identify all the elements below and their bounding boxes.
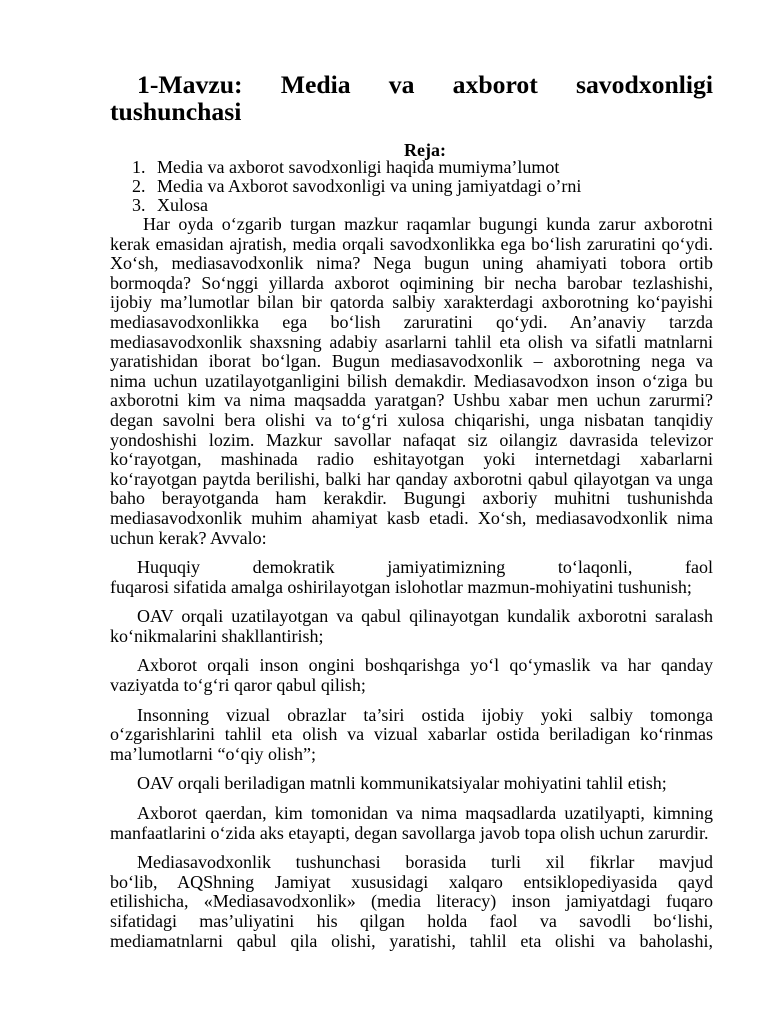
paragraph-line: OAV orqali uzatilayotgan va qabul qilinayotgan kundalik axborotni saralash	[137, 606, 713, 627]
paragraph-line: o‘zgarishlarini tahlil eta olish va vizual xabarlar ostida beriladigan ko‘rinmas	[110, 724, 713, 745]
paragraph-line: fuqarosi sifatida amalga oshirilayotgan islohotlar mazmun-mohiyatini tushunish;	[110, 576, 692, 597]
paragraph-line: uchun kerak? Avvalo:	[110, 527, 267, 548]
paragraph-line: mediamatnlarni qabul qila olishi, yaratishi, tahlil eta olishi va baholashi,	[110, 930, 713, 951]
paragraph-line: Huquqiy demokratik jamiyatimizning to‘laqonli, faol	[137, 557, 713, 578]
paragraph-line: mediasavodxonlikka ega bo‘lish zaruratini qo‘ydi. An’anaviy tarzda	[110, 311, 713, 332]
plan-item-number: 1.	[132, 157, 146, 177]
paragraph-line: yondoshishi lozim. Mazkur savollar nafaqat siz oilangiz davrasida televizor	[110, 429, 713, 450]
paragraph-line: nima uchun uzatilayotganligini bilish demakdir. Mediasavodxon inson o‘ziga bu	[110, 370, 713, 391]
title	[110, 71, 713, 125]
paragraph-line: degan savolni bera olishi va to‘g‘ri xulosa chiqarishi, unga nisbatan tanqidiy	[110, 409, 713, 430]
plan-item-text: Media va axborot savodxonligi haqida mumiyma’lumot	[157, 157, 560, 177]
paragraph	[110, 215, 713, 548]
plan-item-number: 2.	[132, 176, 146, 196]
paragraph-line: mediasavodxonlik shaxsning adabiy asarlarni tahlil eta olish va sifatli matnlarni	[110, 331, 713, 352]
paragraph-line: mediasavodxonlik muhim ahamiyat kasb etadi. Xo‘sh, mediasavodxonlik nima	[110, 507, 713, 528]
paragraph-line: baho berayotganda ham kerakdir. Bugungi axboriy muhitni tushunishda	[110, 488, 713, 509]
paragraph-line: Har oyda o‘zgarib turgan mazkur raqamlar bugungi kunda zarur axborotni	[143, 214, 713, 234]
paragraph-line: sifatidagi mas’uliyatini his qilgan holda faol va savodli bo‘lishi,	[110, 911, 713, 931]
paragraph	[110, 804, 713, 843]
plan-list	[110, 158, 713, 215]
plan-heading: Reja:	[404, 140, 446, 160]
document-content	[110, 71, 713, 951]
plan-item-text: Xulosa	[157, 195, 208, 215]
paragraph-line: OAV orqali beriladigan matnli kommunikatsiyalar mohiyatini tahlil etish;	[137, 773, 667, 794]
paragraph-line: ko‘rayotgan paytda berilishi, balki har qanday axborotni qabul qilayotgan va unga	[110, 468, 713, 489]
paragraph-line: bo‘lib, AQShning Jamiyat xususidagi xalqaro entsiklopediyasida qayd	[110, 871, 713, 892]
plan-item-text: Media va Axborot savodxonligi va uning jamiyatdagi o’rni	[157, 176, 582, 196]
paragraph-line: ijobiy ma’lumotlar bilan bir qatorda salbiy xarakterdagi axborotning ko‘payishi	[110, 292, 713, 313]
paragraph-line: bormoqda? So‘nggi yillarda axborot oqimining bir necha barobar tezlashishi,	[110, 272, 713, 293]
paragraph-line: Insonning vizual obrazlar ta’siri ostida ijobiy yoki salbiy tomonga	[137, 704, 713, 725]
paragraph-line: etilishicha, «Mediasavodxonlik» (media literacy) inson jamiyatdagi fuqaro	[110, 891, 713, 912]
paragraph-line: manfaatlarini o‘zida aks etayapti, degan savollarga javob topa olish uchun zarurdir.	[110, 822, 709, 843]
paragraph	[110, 774, 713, 794]
paragraph-line: Axborot qaerdan, kim tomonidan va nima maqsadlarda uzatilyapti, kimning	[137, 803, 713, 824]
paragraph-line: ko‘nikmalarini shakllantirish;	[110, 625, 324, 646]
paragraph	[110, 706, 713, 765]
paragraph-line: yaratishidan iborat bo‘lgan. Bugun mediasavodxonlik – axborotning nega va	[110, 351, 713, 372]
title-line: tushunchasi	[110, 97, 242, 126]
plan-item	[110, 177, 713, 196]
paragraph	[110, 558, 713, 597]
paragraph-line: Mediasavodxonlik tushunchasi borasida turli xil fikrlar mavjud	[137, 852, 713, 873]
paragraph-line: vaziyatda to‘g‘ri qaror qabul qilish;	[110, 675, 366, 696]
paragraph-line: kerak emasidan ajratish, media orqali savodxonlikka ega bo‘lish zaruratini qo‘ydi.	[110, 233, 713, 254]
plan-item-number: 3.	[132, 195, 146, 215]
paragraph-line: Xo‘sh, mediasavodxonlik nima? Nega bugun uning ahamiyati tobora ortib	[110, 253, 713, 274]
paragraph-line: ma’lumotlarni “o‘qiy olish”;	[110, 743, 316, 764]
paragraph	[110, 853, 713, 951]
paragraph-line: axborotni kim va nima maqsadda yaratgan? Ushbu xabar men uchun zarurmi?	[110, 390, 713, 411]
title-line: 1-Mavzu: Media va axborot savodxonligi	[137, 70, 713, 99]
plan-item	[110, 158, 713, 177]
paragraph	[110, 656, 713, 695]
paragraph-line: Axborot orqali inson ongini boshqarishga yo‘l qo‘ymaslik va har qanday	[137, 655, 713, 676]
paragraph-line: ko‘rayotgan, mashinada radio eshitayotgan yoki internetdagi xabarlarni	[110, 449, 713, 470]
paragraph	[110, 607, 713, 646]
plan-item	[110, 196, 713, 215]
